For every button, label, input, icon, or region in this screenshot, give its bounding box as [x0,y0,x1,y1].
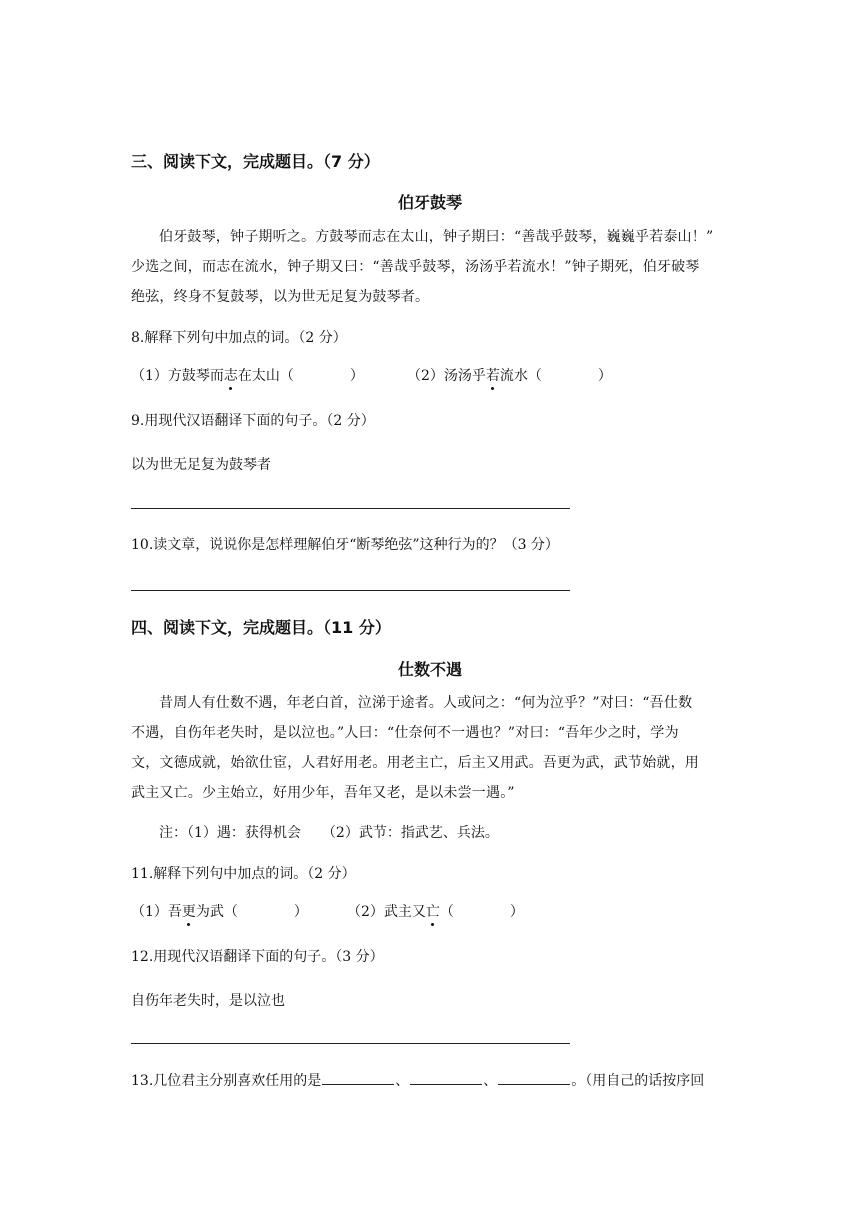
question-9-sentence: 以为世无足复为鼓琴者 [131,457,271,473]
dotted-word: 若 [486,365,500,385]
dotted-word: 志 [224,365,238,385]
fill-blank[interactable] [410,1070,482,1085]
passage-line: 不遇，自伤年老失时，是以泣也。”人曰：“仕奈何不一遇也？”对曰：“吾年少之时，学为 [131,725,679,741]
fill-blank[interactable] [498,1070,570,1085]
question-8-prompt: 8.解释下列句中加点的词。（2 分） [131,330,347,346]
item-text: 在太山（ ） [237,368,364,384]
passage-boya [131,222,737,312]
item-text: （1）吾 [131,904,182,920]
question-8-item-2 [407,365,612,385]
question-11-prompt: 11.解释下列句中加点的词。（2 分） [131,866,356,882]
item-text: （1）方鼓琴而 [131,368,224,384]
question-text: 。（用自己的话按序回 [571,1073,705,1089]
passage-title-shishu: 仕数不遇 [397,660,462,679]
passage-note: 注：（1）遇：获得机会 （2）武节：指武艺、兵法。 [159,825,499,841]
separator: 、 [395,1073,410,1089]
passage-line: 绝弦，终身不复鼓琴，以为世无足复为鼓琴者。 [131,289,430,305]
separator: 、 [483,1073,498,1089]
question-12-sentence: 自伤年老失时，是以泣也 [131,993,285,1009]
question-8-item-1 [131,365,364,385]
passage-line: 文，文德成就，始欲仕宦，人君好用老。用老主亡，后主又用武。吾更为武，武节始就，用 [131,755,699,771]
question-11-item-2 [347,901,524,921]
answer-line[interactable] [131,508,570,509]
item-text: 为武（ ） [195,904,308,920]
section-4-heading: 四、阅读下文，完成题目。（11 分） [131,618,391,637]
passage-line: 武主又亡。少主始立，好用少年，吾年又老，是以未尝一遇。” [131,785,515,801]
question-10-prompt: 10.读文章，说说你是怎样理解伯牙“断琴绝弦”这种行为的？（3 分） [131,537,559,553]
passage-line: 伯牙鼓琴，钟子期听之。方鼓琴而志在太山，钟子期曰：“善哉乎鼓琴，巍巍乎若泰山！” [159,229,714,245]
passage-line: 昔周人有仕数不遇，年老白首，泣涕于途者。人或问之：“何为泣乎？”对曰：“吾仕数 [159,695,693,711]
passage-shishu [131,688,737,808]
answer-line[interactable] [131,1043,570,1044]
question-13-prompt [131,1070,704,1090]
question-9-prompt: 9.用现代汉语翻译下面的句子。（2 分） [131,413,375,429]
answer-line[interactable] [131,590,570,591]
fill-blank[interactable] [322,1070,394,1085]
passage-title-boya: 伯牙鼓琴 [397,193,462,212]
question-11-item-1 [131,901,308,921]
question-text: 13.几位君主分别喜欢任用的是 [131,1073,322,1089]
dotted-word: 更 [182,901,196,921]
passage-line: 少选之间，而志在流水，钟子期又曰：“善哉乎鼓琴，汤汤乎若流水！”钟子期死，伯牙破琴 [131,259,700,275]
dotted-word: 亡 [426,901,440,921]
item-text: 流水（ ） [499,368,612,384]
item-text: （2）汤汤乎 [407,368,486,384]
item-text: （ ） [439,904,524,920]
item-text: （2）武主又 [347,904,426,920]
section-3-heading: 三、阅读下文，完成题目。（7 分） [131,152,380,171]
question-12-prompt: 12.用现代汉语翻译下面的句子。（3 分） [131,949,384,965]
